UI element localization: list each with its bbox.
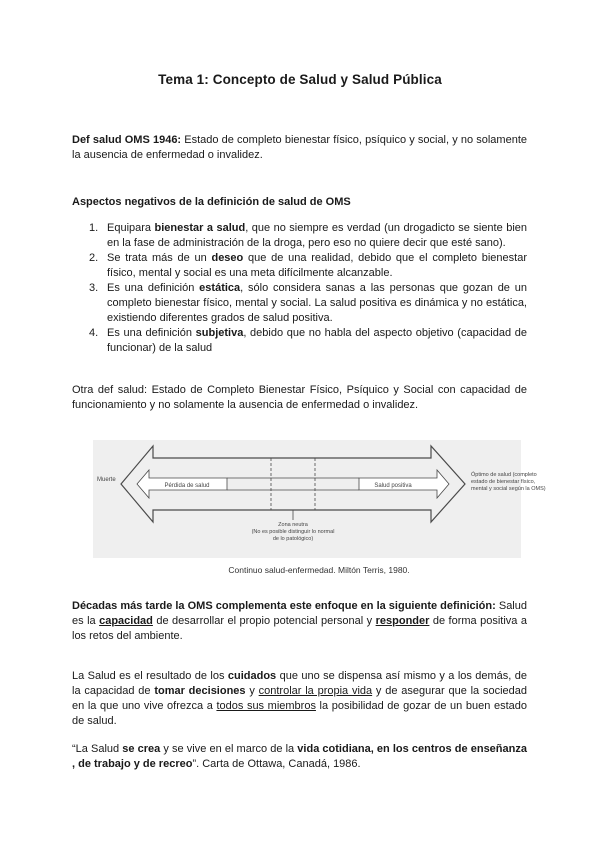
quote-bold: vida cotidiana, en los centros de enseñanza , de trabajo y de recreo bbox=[72, 743, 527, 770]
capacidad-term: capacidad bbox=[99, 615, 153, 627]
cuidados-term: cuidados bbox=[227, 670, 277, 682]
health-continuum-figure bbox=[93, 440, 546, 558]
right-arrow-label: Salud positiva bbox=[374, 483, 412, 489]
list-bold: estática bbox=[199, 282, 241, 294]
text-run: Salud es la bbox=[72, 600, 527, 627]
other-definition: Otra def salud: Estado de Completo Bienestar Físico, Psíquico y Social con capacidad de funcionamiento y no solamente la ausencia de enfermedad o invalidez. bbox=[72, 384, 527, 411]
text-run: “La Salud bbox=[72, 743, 123, 755]
neutral-label-3: de lo patológico) bbox=[272, 536, 314, 542]
decades-bold: Décadas más tarde la OMS complementa este enfoque en la siguiente definición: bbox=[72, 600, 496, 612]
ottawa-quote bbox=[72, 742, 527, 772]
list-text: Es una definición bbox=[107, 282, 200, 294]
page-title: Tema 1: Concepto de Salud y Salud Pública bbox=[158, 72, 442, 87]
list-number: 4. bbox=[89, 327, 99, 339]
definition-label: Def salud OMS 1946: bbox=[72, 134, 182, 146]
text-run: la posibilidad de gozar de un buen estado de salud. bbox=[72, 700, 527, 727]
neutral-label-1: Zona neutra bbox=[278, 522, 308, 528]
list-text: , que no siempre es verdad (un drogadicto se siente bien en la fase de administración de la droga, pero eso no quiere decir que esté sano). bbox=[107, 222, 527, 249]
miembros-term: todos sus miembros bbox=[216, 700, 316, 712]
right-label-2: estado de bienestar físico, bbox=[471, 479, 536, 485]
list-number: 3. bbox=[89, 282, 99, 294]
left-arrow-label: Pérdida de salud bbox=[164, 483, 210, 489]
list-text: Es una definición bbox=[107, 327, 196, 339]
list-text: , debido que no habla del aspecto objetivo (capacidad de funcionar) de la salud bbox=[107, 327, 527, 354]
decades-paragraph bbox=[72, 599, 527, 644]
list-text: , sólo considera sanas a las personas que gozan de un completo bienestar físico, mental y social. La salud positiva es dinámica y no estática, existiendo diferentes grados de salud positiva. bbox=[107, 282, 527, 324]
continuum-diagram bbox=[93, 440, 546, 558]
text-run: ”. Carta de Ottawa, Canadá, 1986. bbox=[192, 758, 361, 770]
text-run: de forma positiva a los retos del ambiente. bbox=[72, 615, 527, 642]
list-number: 2. bbox=[89, 252, 99, 264]
quote-bold: se crea bbox=[122, 743, 161, 755]
figure-caption: Continuo salud-enfermedad. Miltón Terris, 1980. bbox=[228, 565, 410, 575]
list-number: 1. bbox=[89, 222, 99, 234]
list-text: Se trata más de un bbox=[107, 252, 212, 264]
text-run: y se vive en el marco de la bbox=[160, 743, 298, 755]
list-bold: bienestar a salud bbox=[154, 222, 246, 234]
text-run: La Salud es el resultado de los bbox=[72, 670, 228, 682]
negatives-list bbox=[72, 221, 527, 356]
list-item bbox=[72, 221, 527, 251]
right-label-3: mental y social según la OMS) bbox=[471, 486, 546, 492]
list-item bbox=[72, 281, 527, 326]
right-label-1: Óptimo de salud (completo bbox=[471, 472, 537, 478]
text-run: de desarrollar el propio potencial personal y bbox=[152, 615, 376, 627]
neutral-label-2: (No es posible distinguir lo normal bbox=[251, 529, 335, 535]
left-label: Muerte bbox=[97, 477, 116, 483]
list-text: que de una realidad, debido que el completo bienestar físico, mental y social es una meta difícilmente alcanzable. bbox=[107, 252, 527, 279]
text-run: que uno se dispensa así mismo y a los demás, de la capacidad de bbox=[72, 670, 527, 697]
decisiones-term: tomar decisiones bbox=[154, 685, 246, 697]
list-bold: subjetiva bbox=[195, 327, 244, 339]
list-bold: deseo bbox=[211, 252, 244, 264]
text-run: y de asegurar que la sociedad en la que uno vive ofrezca a bbox=[72, 685, 527, 712]
list-item bbox=[72, 326, 527, 356]
responder-term: responder bbox=[375, 615, 430, 627]
negatives-heading: Aspectos negativos de la definición de salud de OMS bbox=[72, 196, 351, 208]
controlar-term: controlar la propia vida bbox=[258, 685, 373, 697]
text-run: y bbox=[245, 685, 259, 697]
salud-result-paragraph bbox=[72, 669, 527, 729]
definition-paragraph bbox=[72, 133, 527, 163]
list-item bbox=[72, 251, 527, 281]
definition-text: Estado de completo bienestar físico, psíquico y social, y no solamente la ausencia de enfermedad o invalidez. bbox=[72, 134, 527, 161]
list-text: Equipara bbox=[107, 222, 155, 234]
